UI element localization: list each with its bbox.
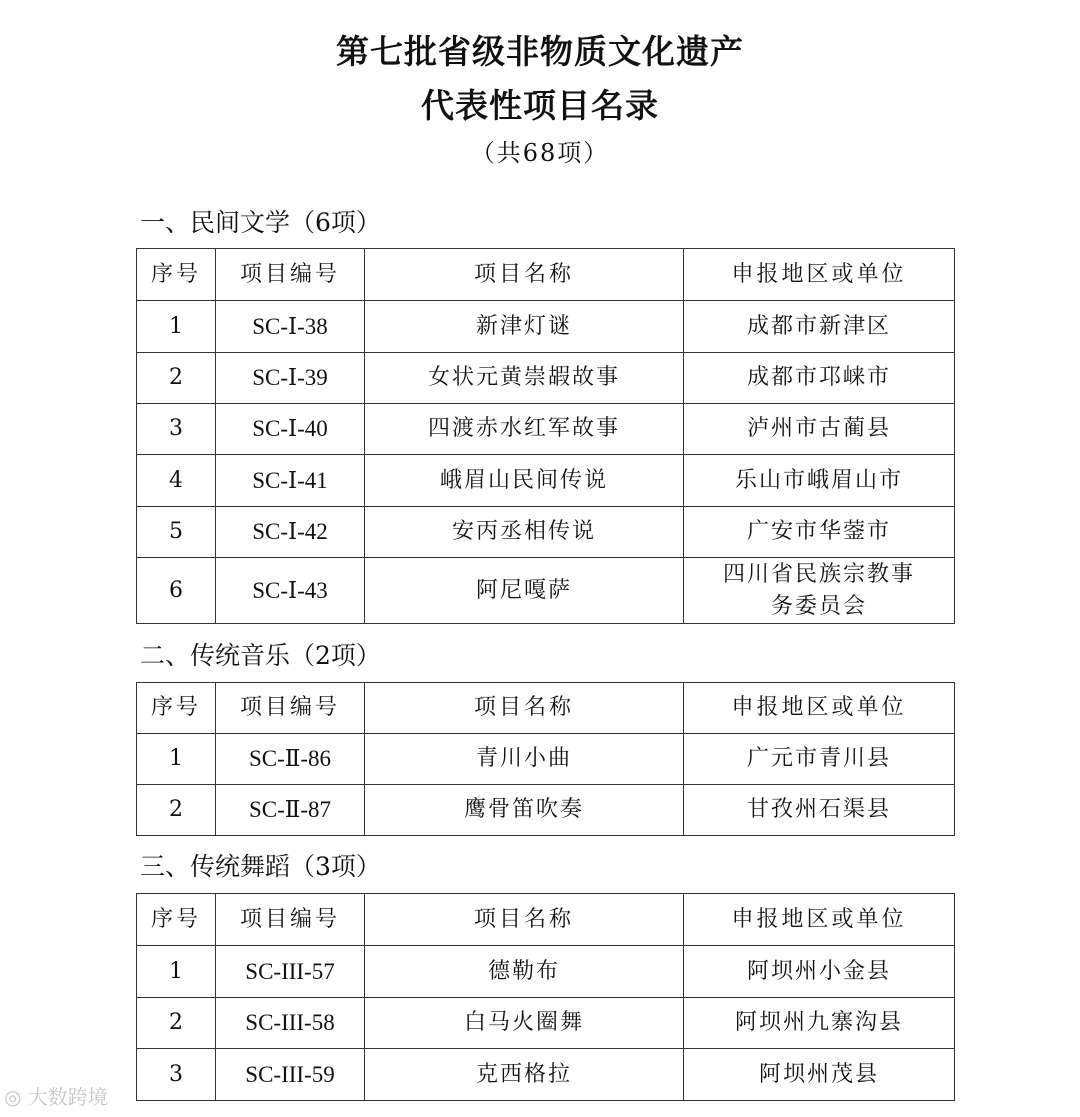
col-header-name: 项目名称 [365, 249, 684, 301]
cell-name: 德勒布 [365, 946, 684, 998]
col-header-unit: 申报地区或单位 [684, 683, 955, 734]
cell-code: SC-Ⅰ-39 [216, 353, 365, 404]
cell-no: 1 [137, 301, 216, 353]
cell-no: 2 [137, 353, 216, 404]
table-row [137, 734, 955, 785]
section-heading-folk-literature: 一、民间文学（6项） [140, 208, 381, 237]
col-header-code: 项目编号 [216, 249, 365, 301]
cell-code: SC-Ⅰ-43 [216, 558, 365, 624]
cell-name: 安丙丞相传说 [365, 507, 684, 558]
cell-no: 5 [137, 507, 216, 558]
watermark-text: 大数跨境 [27, 1085, 108, 1109]
cell-name: 阿尼嘎萨 [365, 558, 684, 624]
table-header-row [137, 683, 955, 734]
watermark [4, 1081, 108, 1110]
cell-no: 2 [137, 998, 216, 1049]
cell-no: 3 [137, 1049, 216, 1101]
cell-code: SC-Ⅱ-87 [216, 785, 365, 836]
cell-no: 4 [137, 455, 216, 507]
watermark-logo-icon: ◎ [4, 1085, 28, 1109]
cell-code: SC-III-59 [216, 1049, 365, 1101]
col-header-unit: 申报地区或单位 [684, 249, 955, 301]
cell-name: 克西格拉 [365, 1049, 684, 1101]
table-row [137, 558, 955, 624]
cell-unit: 阿坝州茂县 [684, 1049, 955, 1101]
cell-code: SC-Ⅰ-41 [216, 455, 365, 507]
traditional-music-table [136, 682, 955, 836]
table-row [137, 455, 955, 507]
col-header-code: 项目编号 [216, 683, 365, 734]
col-header-no: 序号 [137, 683, 216, 734]
cell-name: 女状元黄崇嘏故事 [365, 353, 684, 404]
table-row [137, 353, 955, 404]
cell-unit: 成都市新津区 [684, 301, 955, 353]
table-row [137, 404, 955, 455]
cell-unit: 乐山市峨眉山市 [684, 455, 955, 507]
table-row [137, 946, 955, 998]
cell-code: SC-Ⅰ-38 [216, 301, 365, 353]
cell-code: SC-Ⅰ-42 [216, 507, 365, 558]
cell-code: SC-III-58 [216, 998, 365, 1049]
cell-name: 新津灯谜 [365, 301, 684, 353]
col-header-no: 序号 [137, 894, 216, 946]
cell-no: 2 [137, 785, 216, 836]
cell-name: 鹰骨笛吹奏 [365, 785, 684, 836]
table-header-row [137, 894, 955, 946]
col-header-code: 项目编号 [216, 894, 365, 946]
document-title-line2: 代表性项目名录 [421, 86, 659, 125]
cell-name: 四渡赤水红军故事 [365, 404, 684, 455]
cell-unit: 广元市青川县 [684, 734, 955, 785]
table-row [137, 998, 955, 1049]
traditional-dance-table [136, 893, 955, 1101]
cell-code: SC-Ⅰ-40 [216, 404, 365, 455]
cell-unit: 泸州市古蔺县 [684, 404, 955, 455]
document-subtitle: （共68项） [470, 139, 610, 167]
table-header-row [137, 249, 955, 301]
table-row [137, 785, 955, 836]
col-header-name: 项目名称 [365, 894, 684, 946]
col-header-unit: 申报地区或单位 [684, 894, 955, 946]
cell-unit: 成都市邛崃市 [684, 353, 955, 404]
cell-no: 1 [137, 734, 216, 785]
cell-no: 1 [137, 946, 216, 998]
cell-code: SC-III-57 [216, 946, 365, 998]
section-heading-traditional-music: 二、传统音乐（2项） [140, 641, 381, 670]
cell-unit: 阿坝州小金县 [684, 946, 955, 998]
cell-no: 6 [137, 558, 216, 624]
cell-name: 白马火圈舞 [365, 998, 684, 1049]
cell-code: SC-Ⅱ-86 [216, 734, 365, 785]
table-row [137, 301, 955, 353]
cell-unit: 甘孜州石渠县 [684, 785, 955, 836]
cell-name: 青川小曲 [365, 734, 684, 785]
table-row [137, 1049, 955, 1101]
document-title-line1: 第七批省级非物质文化遗产 [336, 32, 744, 71]
section-heading-traditional-dance: 三、传统舞蹈（3项） [140, 852, 381, 881]
cell-unit: 广安市华蓥市 [684, 507, 955, 558]
cell-no: 3 [137, 404, 216, 455]
col-header-no: 序号 [137, 249, 216, 301]
cell-unit: 阿坝州九寨沟县 [684, 998, 955, 1049]
col-header-name: 项目名称 [365, 683, 684, 734]
table-row [137, 507, 955, 558]
cell-unit: 四川省民族宗教事务委员会 [684, 558, 955, 624]
folk-literature-table [136, 248, 955, 624]
cell-name: 峨眉山民间传说 [365, 455, 684, 507]
